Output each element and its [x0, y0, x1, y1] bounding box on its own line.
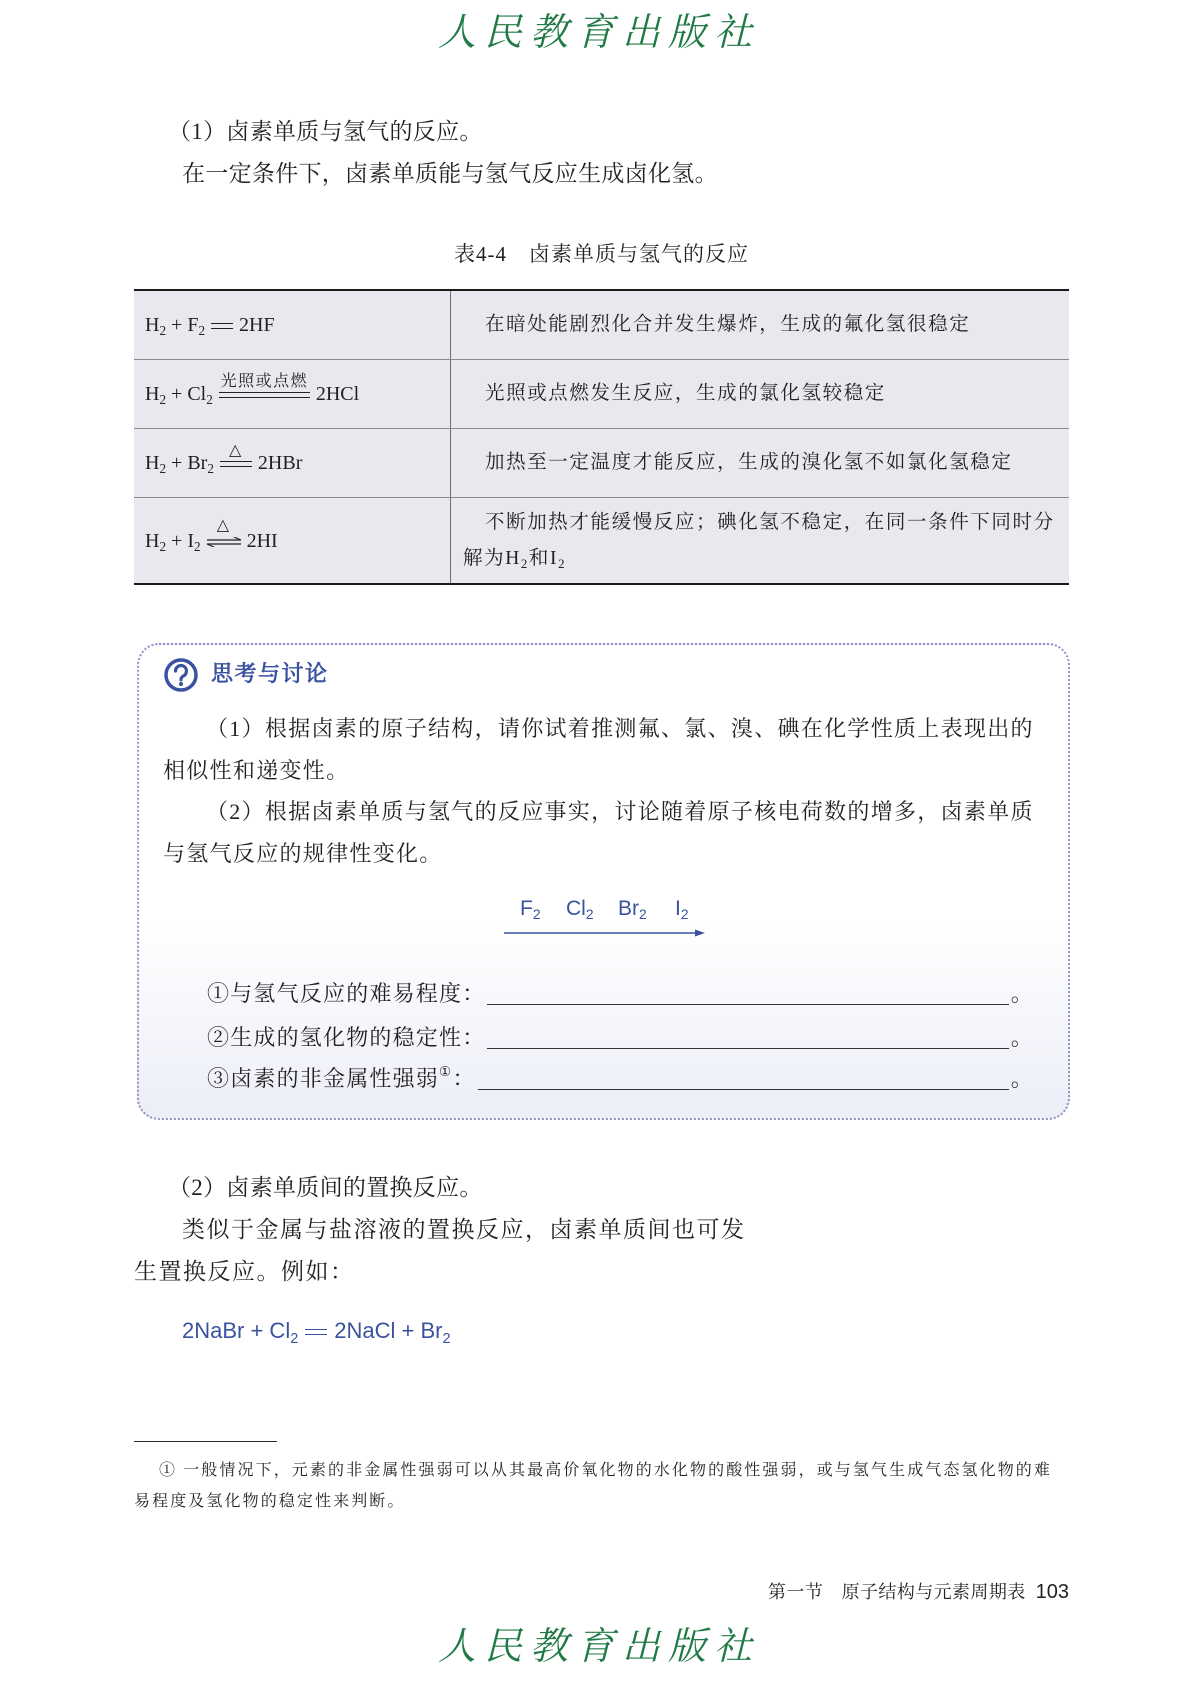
subscript: 2	[680, 906, 689, 923]
subscript: 2	[159, 538, 167, 554]
fill-in-line	[487, 1004, 1008, 1005]
reactants: $H_2 + I_2$	[145, 529, 201, 554]
publisher-logo-footer: 人民教育出版社	[437, 1624, 760, 1668]
section2-heading: （2）卤素单质间的置换反应。	[168, 1175, 483, 1200]
equals-sign	[219, 373, 310, 398]
blank-label: ①与氢气反应的难易程度：	[207, 981, 486, 1006]
reversible-arrow-svg	[206, 537, 242, 547]
page-footer	[768, 1578, 1069, 1606]
discussion-title: 思考与讨论	[211, 662, 329, 687]
question-icon	[163, 657, 199, 693]
question-2: （2）根据卤素单质与氢气的反应事实，讨论随着原子核电荷数的增多，卤素单质 与氢气反应的规律性变化。	[163, 799, 1034, 866]
table-caption: 表4-4 卤素单质与氢气的反应	[454, 242, 749, 266]
reactants: $H_2 + Cl_2$	[145, 383, 213, 408]
section1-intro: 在一定条件下，卤素单质能与氢气反应生成卤化氢。	[182, 161, 718, 186]
equation-left: 2NaBr + $Cl_2$	[182, 1318, 299, 1347]
reactants: $H_2 + F_2$	[145, 314, 206, 339]
discussion-questions	[163, 708, 1045, 874]
reaction-table	[134, 289, 1069, 585]
subscript: 2	[194, 538, 201, 554]
footnote: ① 一般情况下，元素的非金属性强弱可以从其最高价氧化物的水化物的酸性强弱，或与氢气生成气态氢化物的难 易程度及氢化物的稳定性来判断。	[134, 1462, 1053, 1510]
table-row	[134, 497, 1069, 583]
trend-label-br2: $Br_2$	[618, 897, 647, 923]
product: 2HBr	[257, 452, 303, 474]
blank-item-2	[207, 1018, 1034, 1058]
subscript: 2	[159, 323, 167, 339]
equation-right: 2NaCl + $Br_2$	[334, 1318, 451, 1347]
footnote-divider	[134, 1441, 277, 1442]
description-text: 光照或点燃发生反应，生成的氯化氢较稳定	[485, 383, 886, 404]
equation-cell	[134, 429, 451, 497]
description-cell	[451, 498, 1069, 583]
subscript: 2	[206, 392, 213, 408]
fill-in-line	[487, 1048, 1008, 1049]
trend-arrow-icon	[504, 927, 706, 939]
blank-period: 。	[1010, 1025, 1034, 1050]
equals-sign	[220, 442, 252, 467]
subscript: 2	[159, 392, 167, 408]
blank-label: ③卤素的非金属性强弱①：	[207, 1063, 476, 1091]
description-text: 不断加热才能缓慢反应；碘化氢不稳定，在同一条件下同时分 解为$H_2$和$I_2$	[463, 511, 1055, 571]
product: 2HF	[239, 314, 275, 336]
equation	[145, 442, 303, 477]
subscript: 2	[585, 906, 594, 923]
reaction-condition: △	[229, 442, 243, 460]
reversible-arrow-icon	[206, 516, 242, 547]
footer-section-title: 第一节 原子结构与元素周期表	[768, 1582, 1026, 1602]
subscript: 2	[198, 323, 206, 339]
reactants: $H_2 + Br_2$	[145, 452, 214, 477]
section2-text: 类似于金属与盐溶液的置换反应，卤素单质间也可发 生置换反应。例如：	[134, 1217, 746, 1284]
equation	[145, 373, 360, 408]
product: 2HI	[246, 529, 278, 552]
subscript: 2	[290, 1330, 299, 1347]
equation	[145, 516, 278, 555]
subscript: 2	[159, 461, 167, 477]
discussion-box	[137, 643, 1070, 1120]
product: 2HCl	[315, 383, 360, 405]
blank-item-3	[207, 1059, 1034, 1099]
blank-label: ②生成的氢化物的稳定性：	[207, 1025, 486, 1050]
description-cell	[451, 429, 1069, 497]
trend-label-f2: $F_2$	[520, 897, 541, 923]
reaction-condition: △	[216, 516, 231, 534]
equation	[145, 311, 275, 339]
reaction-condition: 光照或点燃	[220, 373, 309, 391]
section1-heading: （1）卤素单质与氢气的反应。	[168, 119, 483, 144]
subscript: 2	[207, 461, 214, 477]
equation-cell	[134, 291, 451, 359]
table-row	[134, 428, 1069, 497]
subscript: 2	[558, 556, 567, 571]
description-text: 在暗处能剧烈化合并发生爆炸，生成的氟化氢很稳定	[485, 314, 971, 335]
trend-label-i2: $I_2$	[675, 897, 689, 923]
displacement-equation	[182, 1316, 451, 1346]
fill-in-line	[478, 1089, 1009, 1090]
equals-sign	[305, 1329, 327, 1335]
page-number: 103	[1035, 1581, 1069, 1603]
publisher-logo-header: 人民教育出版社	[437, 10, 760, 54]
equation-cell	[134, 498, 451, 583]
equals-sign	[211, 323, 233, 329]
footnote-marker: ①	[439, 1063, 453, 1079]
description-cell	[451, 360, 1069, 428]
blank-period: 。	[1010, 981, 1034, 1006]
question-1: （1）根据卤素的原子结构，请你试着推测氟、氯、溴、碘在化学性质上表现出的 相似性和递变性。	[163, 716, 1034, 783]
trend-label-cl2: $Cl_2$	[566, 897, 594, 923]
blank-period: 。	[1010, 1066, 1034, 1091]
blank-item-1	[207, 974, 1034, 1014]
subscript: 2	[532, 906, 541, 923]
equation-cell	[134, 360, 451, 428]
subscript: 2	[442, 1330, 451, 1347]
table-row	[134, 291, 1069, 359]
subscript: 2	[639, 906, 647, 923]
description-cell	[451, 291, 1069, 359]
table-row	[134, 359, 1069, 428]
description-text: 加热至一定温度才能反应，生成的溴化氢不如氯化氢稳定	[485, 452, 1013, 473]
subscript: 2	[520, 556, 529, 571]
